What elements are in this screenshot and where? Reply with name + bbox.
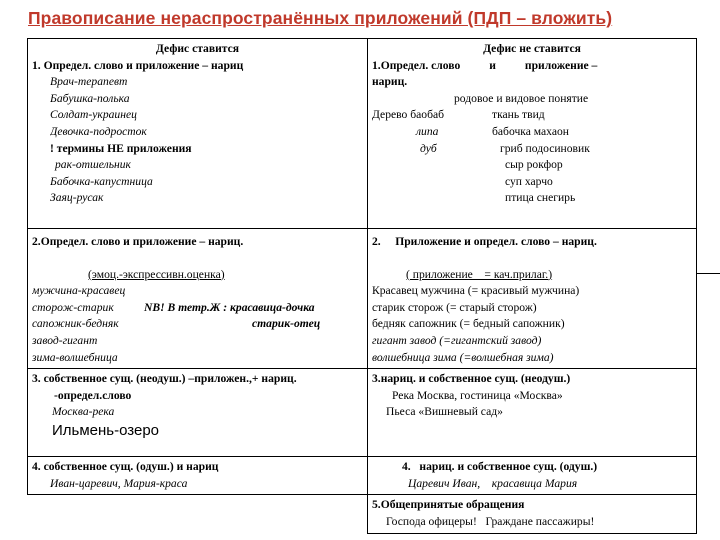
example-row xyxy=(32,316,363,333)
example: Царевич Иван, красавица Мария xyxy=(408,476,578,490)
example: рак-отшельник xyxy=(55,158,131,172)
note: родовое и видовое понятие xyxy=(454,91,589,105)
rule-2-left-sub: (эмоц.-экспрессивн.оценка) xyxy=(88,267,225,281)
pair-row xyxy=(372,107,692,124)
example: Господа офицеры! Граждане пассажиры! xyxy=(386,514,595,528)
example: Бабочка-капустница xyxy=(50,174,153,188)
table-row xyxy=(28,39,697,229)
example: Врач-терапевт xyxy=(50,75,128,89)
example: старик сторож (= старый сторож) xyxy=(372,300,537,314)
example: ткань твид xyxy=(492,108,545,122)
example: бабочка махаон xyxy=(492,124,569,138)
pair-row xyxy=(372,141,692,158)
example: дуб xyxy=(420,141,437,155)
cell-hyphen xyxy=(28,229,368,369)
column-header-hyphen: Дефис ставится xyxy=(155,42,240,55)
rule-4-left: 4. собственное сущ. (одуш.) и нариц xyxy=(32,460,219,474)
example: гигант завод (=гигантский завод) xyxy=(372,333,542,347)
cell-no-hyphen xyxy=(368,39,697,229)
example: Пьеса «Вишневый сад» xyxy=(386,405,503,419)
cell-no-hyphen xyxy=(368,369,697,457)
example: гриб подосиновик xyxy=(500,141,590,155)
note: NB! В тетр.Ж : красавица-дочка xyxy=(144,300,315,314)
example: Ильмень-озеро xyxy=(52,421,160,439)
example: Заяц-русак xyxy=(50,191,104,205)
example: Красавец мужчина (= красивый мужчина) xyxy=(372,284,580,298)
example: липа xyxy=(416,124,439,138)
rule-2-right-sub: ( приложение = кач.прилаг.) xyxy=(406,267,553,281)
example: птица снегирь xyxy=(505,191,576,205)
cell-hyphen xyxy=(28,369,368,457)
example: мужчина-красавец xyxy=(32,284,126,298)
example: суп харчо xyxy=(505,174,553,188)
rule-3-left-sub: -определ.слово xyxy=(54,388,132,402)
rule-2-left: 2.Определ. слово и приложение – нариц. xyxy=(32,235,244,248)
example: Девочка-подросток xyxy=(50,124,147,138)
pair-row xyxy=(372,124,692,141)
table-row xyxy=(28,495,697,533)
rule-1-right-cont: нариц. xyxy=(372,75,408,89)
cell-empty xyxy=(28,495,368,533)
cell-hyphen xyxy=(28,39,368,229)
rule-2-right: 2. Приложение и определ. слово – нариц. xyxy=(372,235,597,248)
rule-3-left: 3. собственное сущ. (неодуш.) –приложен.,+ нариц. xyxy=(32,372,297,386)
cell-no-hyphen xyxy=(368,495,697,533)
rule-5-right: 5.Общепринятые обращения xyxy=(372,498,525,512)
example: сторож-старик xyxy=(32,300,114,314)
example: завод-гигант xyxy=(32,333,98,347)
divider xyxy=(696,273,720,274)
note: ! термины НЕ приложения xyxy=(50,141,192,155)
table-row xyxy=(28,229,697,369)
table-row xyxy=(28,369,697,457)
example: зима-волшебница xyxy=(32,350,118,364)
rule-1-right: 1.Определ. слово и приложение – xyxy=(372,58,598,72)
example: сыр рокфор xyxy=(505,158,563,172)
example: сапожник-бедняк xyxy=(32,317,119,331)
example: бедняк сапожник (= бедный сапожник) xyxy=(372,317,565,331)
rule-3-right: 3.нариц. и собственное сущ. (неодуш.) xyxy=(372,372,571,386)
cell-no-hyphen xyxy=(368,229,697,369)
example: Бабушка-полька xyxy=(50,91,130,105)
example: Дерево баобаб xyxy=(372,108,445,122)
column-header-no-hyphen: Дефис не ставится xyxy=(483,42,581,55)
rules-table xyxy=(27,38,697,534)
page-title: Правописание нераспространённых приложений (ПДП – вложить) xyxy=(28,8,613,28)
example: Река Москва, гостиница «Москва» xyxy=(392,388,563,402)
example: Иван-царевич, Мария-краса xyxy=(50,476,188,490)
rule-1-left: 1. Определ. слово и приложение – нариц xyxy=(32,58,244,72)
example: Солдат-украинец xyxy=(50,108,137,122)
example: волшебница зима (=волшебная зима) xyxy=(372,350,554,364)
example: Москва-река xyxy=(52,405,115,419)
cell-hyphen xyxy=(28,457,368,495)
table-row xyxy=(28,457,697,495)
rule-4-right: 4. нариц. и собственное сущ. (одуш.) xyxy=(402,460,598,474)
example-row xyxy=(32,300,363,317)
cell-no-hyphen xyxy=(368,457,697,495)
note: старик-отец xyxy=(252,317,321,331)
